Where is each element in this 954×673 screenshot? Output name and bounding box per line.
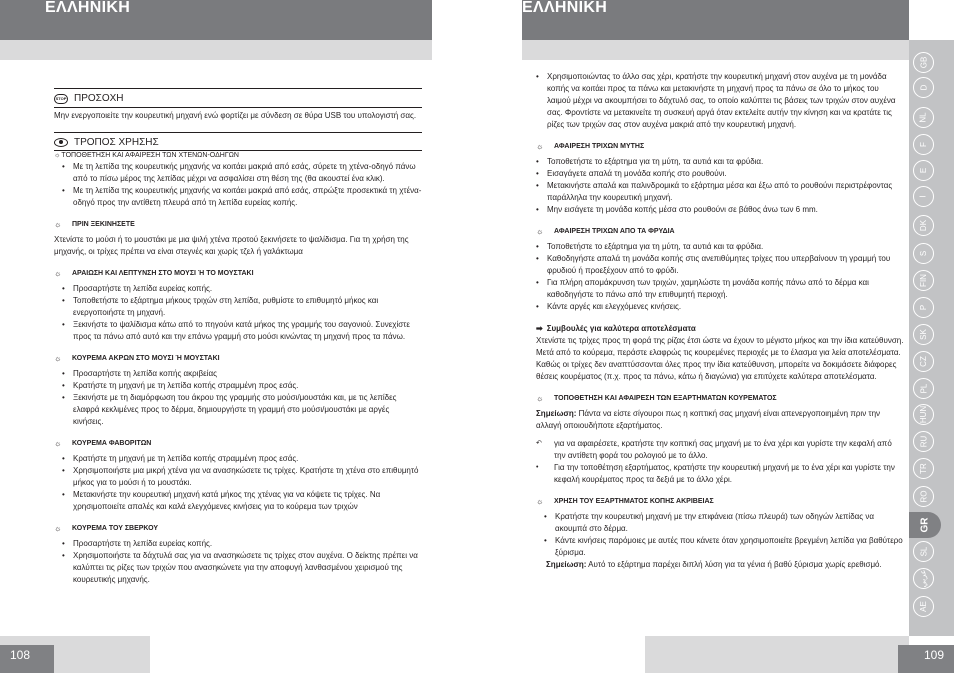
header-strip-right bbox=[522, 40, 909, 60]
combs-list bbox=[54, 161, 422, 209]
precision-heading-text: ΧΡΗΣΗ ΤΟΥ ΕΞΑΡΤΗΜΑΤΟΣ ΚΟΠΗΣ ΑΚΡΙΒΕΙΑΣ bbox=[554, 498, 714, 505]
usage-title: ΤΡΟΠΟΣ ΧΡΗΣΗΣ bbox=[74, 137, 159, 148]
list-item: • Χρησιμοποιήστε μια μικρή χτένα για να ανασηκώσετε τις τρίχες. Κρατήστε τη χτένα στο επιθυμητό μήκος για το μούσι ή το μουστάκι. bbox=[62, 465, 422, 489]
tab-i[interactable] bbox=[913, 186, 934, 207]
caution-heading bbox=[54, 88, 422, 108]
tab-label: عربي bbox=[919, 569, 928, 588]
list-item: • Μετακινήστε απαλά και παλινδρομικά το εξάρτημα μέσα και έξω από το ρουθούνι περιστρέφοντας παράλληλα την κουρευτική μηχανή. bbox=[536, 180, 904, 204]
tab-label: I bbox=[918, 195, 928, 198]
footer-strip-right bbox=[645, 636, 909, 673]
tips-heading-text: Συμβουλές για καλύτερα αποτελέσματα bbox=[546, 324, 696, 333]
tab-gb[interactable] bbox=[913, 52, 934, 73]
accessories-heading bbox=[536, 393, 904, 404]
tab-dk[interactable] bbox=[913, 215, 934, 236]
cog-icon: ☼ bbox=[536, 497, 544, 506]
bullet-icon: • bbox=[536, 464, 539, 471]
tab-label: RU bbox=[919, 435, 928, 448]
list-item: • Τοποθετήστε το εξάρτημα για τη μύτη, τα αυτιά και τα φρύδια. bbox=[536, 241, 904, 253]
list-item: • Κρατήστε τη μηχανή με τη λεπίδα κοπής στραμμένη προς εσάς. bbox=[62, 380, 422, 392]
tab-fin[interactable] bbox=[913, 270, 934, 291]
list-item: • Μην εισάγετε τη μονάδα κοπής μέσα στο ρουθούνι σε βάθος άνω των 6 mm. bbox=[536, 204, 904, 216]
note-label: Σημείωση: bbox=[546, 560, 587, 569]
tab-d[interactable] bbox=[913, 77, 934, 98]
tips-heading bbox=[536, 323, 904, 335]
tab-label: AE bbox=[918, 601, 928, 612]
tab-e[interactable] bbox=[913, 160, 934, 181]
combs-heading bbox=[54, 151, 422, 161]
neck-continued-list bbox=[536, 71, 904, 131]
tab-label: FIN bbox=[918, 274, 928, 287]
edges-heading bbox=[54, 353, 422, 364]
page-number-left: 108 bbox=[0, 645, 54, 673]
precision-list bbox=[536, 511, 904, 559]
tips-paragraph: Χτενίστε τις τρίχες προς τη φορά της ρίζας έτσι ώστε να έχουν το μέγιστο μήκος και την ίδια κατεύθυνση. bbox=[536, 336, 904, 345]
tab-pl[interactable] bbox=[913, 378, 934, 399]
before-text: Χτενίστε το μούσι ή το μουστάκι με μια ψιλή χτένα προτού ξεκινήσετε το ψαλίδισμα. Για τη χρήση της μηχανής, οι τρίχες πρέπει να είναι στεγνές και χωρίς τζελ ή γαλάκτωμα bbox=[54, 235, 409, 256]
tab-tr[interactable] bbox=[913, 458, 934, 479]
tab-sk[interactable] bbox=[913, 324, 934, 345]
tab-label: D bbox=[919, 84, 928, 91]
header-bar-left bbox=[0, 0, 432, 40]
cog-icon: ☼ bbox=[54, 152, 61, 159]
list-item: • Ξεκινήστε το ψαλίδισμα κάτω από το πηγούνι κατά μήκος της γραμμής του σαγονιού. Συνεχίστε προς τα πάνω από αυτό και την επάνω γραμμή στο μούσι κινώντας τη μηχανή προς τα πάνω. bbox=[62, 319, 422, 343]
tab-label: TR bbox=[918, 463, 928, 474]
cog-icon: ☼ bbox=[536, 394, 544, 403]
list-item: • Μετακινήστε την κουρευτική μηχανή κατά μήκος της χτένας για να κόψετε τις τρίχες. Να χρησιμοποιείτε απαλές και καλά ελεγχόμενες κινήσεις για το κούρεμα των τριχών bbox=[62, 489, 422, 513]
rotate-icon: ↶ bbox=[536, 440, 542, 447]
tab-label: HUN bbox=[919, 405, 928, 424]
nose-list bbox=[536, 156, 904, 216]
tab-label: GR bbox=[919, 517, 930, 533]
tab-s[interactable] bbox=[913, 243, 934, 264]
brows-list bbox=[536, 241, 904, 313]
attach-text: Για την τοποθέτηση εξαρτήματος, κρατήστε την κουρευτική μηχανή με το ένα χέρι και γυρίστε την κεφαλή κουρέματος προς τα δεξιά με το άλλο χέρι. bbox=[554, 463, 895, 484]
nose-heading-text: ΑΦΑΙΡΕΣΗ ΤΡΙΧΩΝ ΜΥΤΗΣ bbox=[554, 143, 645, 150]
list-item: • Με τη λεπίδα της κουρευτικής μηχανής να κοιτάει μακριά από εσάς, σπρώξτε προσεκτικά τη χτένα-οδηγό προς την αντίθετη πλευρά από τη λεπίδα ευρείας κοπής. bbox=[62, 185, 422, 209]
tab-p[interactable] bbox=[913, 297, 934, 318]
list-item: • Με τη λεπίδα της κουρευτικής μηχανής να κοιτάει μακριά από εσάς, σύρετε τη χτένα-οδηγό πάνω από το πίσω μέρος της λεπίδας μέχρι να ασφαλίσει στη θέση της (θα ακουστεί ένα κλικ). bbox=[62, 161, 422, 185]
caution-text: Μην ενεργοποιείτε την κουρευτική μηχανή ενώ φορτίζει με σύνδεση σε θύρα USB του υπολογιστή σας. bbox=[54, 111, 417, 120]
left-column bbox=[54, 88, 422, 586]
list-item: • Χρησιμοποιώντας το άλλο σας χέρι, κρατήστε την κουρευτική μηχανή στον αυχένα με τη μονάδα κοπής να κοιτάει προς τα πάνω και μετακινήστε τη μηχανή προς τα πάνω σε όλο το μήκος του λαιμού μέχρι να ακουμπήσει το δάχτυλό σας, το οποίο καλύπτει τις βάσεις των τριχών στον αυχένα σας. Φροντίστε να μετακινείτε τη συσκευή αργά όταν εκτελείτε αυτήν την κίνηση και να κρατάτε τις ρίζες των τριχών σας στον αυχένα μακριά από την κουρευτική μηχανή. bbox=[536, 71, 904, 131]
language-tabs bbox=[909, 40, 954, 636]
list-item: • Για πλήρη απομάκρυνση των τριχών, χαμηλώστε τη μονάδα κοπής πάνω από το δέρμα και καθοδηγήστε το πάνω από την επιθυμητή περιοχή. bbox=[536, 277, 904, 301]
tab-label: SK bbox=[918, 329, 928, 340]
eye-icon bbox=[54, 138, 68, 147]
thinning-heading-text: ΑΡΑΙΩΣΗ ΚΑΙ ΛΕΠΤΥΝΣΗ ΣΤΟ ΜΟΥΣΙ Ή ΤΟ ΜΟΥΣΤΑΚΙ bbox=[72, 270, 254, 277]
list-item: • Τοποθετήστε το εξάρτημα για τη μύτη, τα αυτιά και τα φρύδια. bbox=[536, 156, 904, 168]
page-title-left: ΕΛΛΗΝΙΚΗ bbox=[45, 0, 131, 16]
tab-label: P bbox=[919, 304, 928, 311]
list-item: • Κάντε κινήσεις παρόμοιες με αυτές που κάνετε όταν χρησιμοποιείτε βρεγμένη λεπίδα για βαθύτερο ξύρισμα. bbox=[544, 535, 904, 559]
tab-hun[interactable] bbox=[913, 404, 934, 425]
precision-note bbox=[536, 559, 904, 571]
tab-ro[interactable] bbox=[913, 486, 934, 507]
list-item: • Προσαρτήστε τη λεπίδα ευρείας κοπής. bbox=[62, 283, 422, 295]
list-item: • Προσαρτήστε τη λεπίδα ευρείας κοπής. bbox=[62, 538, 422, 550]
tab-label: S bbox=[919, 250, 928, 257]
header-bar-right bbox=[522, 0, 909, 40]
tab-label: RO bbox=[919, 490, 928, 503]
neck-heading-text: ΚΟΥΡΕΜΑ ΤΟΥ ΣΒΕΡΚΟΥ bbox=[72, 525, 159, 532]
right-column bbox=[536, 71, 904, 571]
before-heading bbox=[54, 219, 422, 230]
tab-gr[interactable] bbox=[909, 512, 941, 538]
arrow-right-icon: ➡ bbox=[536, 324, 543, 333]
thinning-list bbox=[54, 283, 422, 343]
cog-icon: ☼ bbox=[54, 524, 62, 533]
list-item: • Κάντε αργές και ελεγχόμενες κινήσεις. bbox=[536, 301, 904, 313]
list-item: • Προσαρτήστε τη λεπίδα κοπής ακριβείας bbox=[62, 368, 422, 380]
cog-icon: ☼ bbox=[536, 142, 544, 151]
page-title-right: ΕΛΛΗΝΙΚΗ bbox=[522, 0, 608, 16]
tab-f[interactable] bbox=[913, 134, 934, 155]
page-number-right: 109 bbox=[898, 645, 954, 673]
sideburns-list bbox=[54, 453, 422, 513]
tab-label: F bbox=[918, 142, 928, 147]
tab-arabic[interactable] bbox=[913, 568, 934, 589]
note-text: Πάντα να είστε σίγουροι πως η κοπτική σας μηχανή είναι απενεργοποιημένη πριν την αλλαγή οποιουδήποτε εξαρτήματος. bbox=[536, 409, 881, 430]
cog-icon: ☼ bbox=[54, 220, 62, 229]
thinning-heading bbox=[54, 268, 422, 279]
remove-text: για να αφαιρέσετε, κρατήστε την κοπτική σας μηχανή με το ένα χέρι και γυρίστε την κεφαλή από την αντίθετη φορά του ρολογιού με το άλλο. bbox=[554, 439, 892, 460]
tab-ru[interactable] bbox=[913, 431, 934, 452]
nose-heading bbox=[536, 141, 904, 152]
cog-icon: ☼ bbox=[54, 354, 62, 363]
tab-label: NL bbox=[918, 112, 928, 123]
header-strip-left bbox=[0, 40, 432, 60]
neck-list bbox=[54, 538, 422, 586]
usage-heading bbox=[54, 132, 422, 151]
tab-sl[interactable] bbox=[913, 541, 934, 562]
brows-heading bbox=[536, 226, 904, 237]
tips-paragraph: Μετά από το κούρεμα, περάστε ελαφρώς τις κουρεμένες περιοχές με το έλασμα για λεία αποτελέσματα. bbox=[536, 348, 901, 357]
tab-cz[interactable] bbox=[913, 351, 934, 372]
tab-label: GB bbox=[919, 56, 928, 69]
note-label: Σημείωση: bbox=[536, 409, 577, 418]
list-item: • Εισαγάγετε απαλά τη μονάδα κοπής στο ρουθούνι. bbox=[536, 168, 904, 180]
edges-list bbox=[54, 368, 422, 428]
accessories-heading-text: ΤΟΠΟΘΕΤΗΣΗ ΚΑΙ ΑΦΑΙΡΕΣΗ ΤΩΝ ΕΞΑΡΤΗΜΑΤΩΝ ΚΟΥΡΕΜΑΤΟΣ bbox=[554, 395, 777, 402]
tab-label: PL bbox=[918, 383, 928, 394]
tab-label: CZ bbox=[918, 356, 928, 367]
note-text: Αυτό το εξάρτημα παρέχει διπλή λύση για τα γένια ή βαθύ ξύρισμα χωρίς ερεθισμό. bbox=[588, 560, 882, 569]
list-item: • Κρατήστε τη μηχανή με τη λεπίδα κοπής στραμμένη προς εσάς. bbox=[62, 453, 422, 465]
tab-label: DK bbox=[919, 219, 928, 232]
brows-heading-text: ΑΦΑΙΡΕΣΗ ΤΡΙΧΩΝ ΑΠΟ ΤΑ ΦΡΥΔΙΑ bbox=[554, 228, 675, 235]
list-item: • Χρησιμοποιήστε τα δάχτυλά σας για να ανασηκώσετε τις τρίχες στον αυχένα. Ο δείκτης πρέπει να καλύπτει τις ρίζες των τριχών που ανασηκώνετε για την αποφυγή λανθασμένου χειρισμού της κουρευτικής μηχανής. bbox=[62, 550, 422, 586]
accessories-attach bbox=[536, 462, 904, 486]
before-heading-text: ΠΡΙΝ ΞΕΚΙΝΗΣΕΤΕ bbox=[72, 221, 135, 228]
tips-paragraph: Καθώς οι τρίχες δεν αναπτύσσονται όλες προς την ίδια κατεύθυνση, μπορείτε να δοκιμάσετε διάφορες θέσεις κουρέματος (π.χ. προς τα πάνω, κάτω ή διαγώνια) για επιτύχετε καλύτερα αποτελέσματα. bbox=[536, 360, 897, 381]
accessories-note bbox=[536, 408, 904, 432]
accessories-remove bbox=[536, 438, 904, 462]
list-item: • Ξεκινήστε με τη διαμόρφωση του άκρου της γραμμής στο μούσι/μουστάκι και, με τις λεπίδες ελαφρά κεκλιμένες προς το δέρμα, δημιουργήστε τη γραμμή στο μούσι/μουστάκι με αργές κινήσεις. bbox=[62, 392, 422, 428]
list-item: • Κρατήστε την κουρευτική μηχανή με την επιφάνεια (πίσω πλευρά) των οδηγών λεπίδας να ακουμπά στο δέρμα. bbox=[544, 511, 904, 535]
sideburns-heading-text: ΚΟΥΡΕΜΑ ΦΑΒΟΡΙΤΩΝ bbox=[72, 440, 152, 447]
combs-heading-text: ΤΟΠΟΘΕΤΗΣΗ ΚΑΙ ΑΦΑΙΡΕΣΗ ΤΩΝ ΧΤΕΝΩΝ-ΟΔΗΓΩΝ bbox=[61, 152, 239, 159]
tab-nl[interactable] bbox=[913, 107, 934, 128]
neck-heading bbox=[54, 523, 422, 534]
tab-label: E bbox=[919, 167, 928, 174]
sideburns-heading bbox=[54, 438, 422, 449]
list-item: • Τοποθετήστε το εξάρτημα μήκους τριχών στη λεπίδα, ρυθμίστε το επιθυμητό μήκος και ενεργοποιήστε τη μηχανή. bbox=[62, 295, 422, 319]
caution-title: ΠΡΟΣΟΧΗ bbox=[74, 93, 124, 104]
precision-heading bbox=[536, 496, 904, 507]
cog-icon: ☼ bbox=[54, 439, 62, 448]
cog-icon: ☼ bbox=[54, 269, 62, 278]
tab-ae[interactable] bbox=[913, 596, 934, 617]
list-item: • Καθοδηγήστε απαλά τη μονάδα κοπής στις ανεπιθύμητες τρίχες που υπερβαίνουν τη γραμμή του φρυδιού ή προεξέχουν από το φρύδι. bbox=[536, 253, 904, 277]
stop-icon: STOP bbox=[54, 94, 68, 104]
edges-heading-text: ΚΟΥΡΕΜΑ ΑΚΡΩΝ ΣΤΟ ΜΟΥΣΙ Ή ΜΟΥΣΤΑΚΙ bbox=[72, 355, 220, 362]
cog-icon: ☼ bbox=[536, 227, 544, 236]
tab-label: SL bbox=[918, 546, 928, 557]
